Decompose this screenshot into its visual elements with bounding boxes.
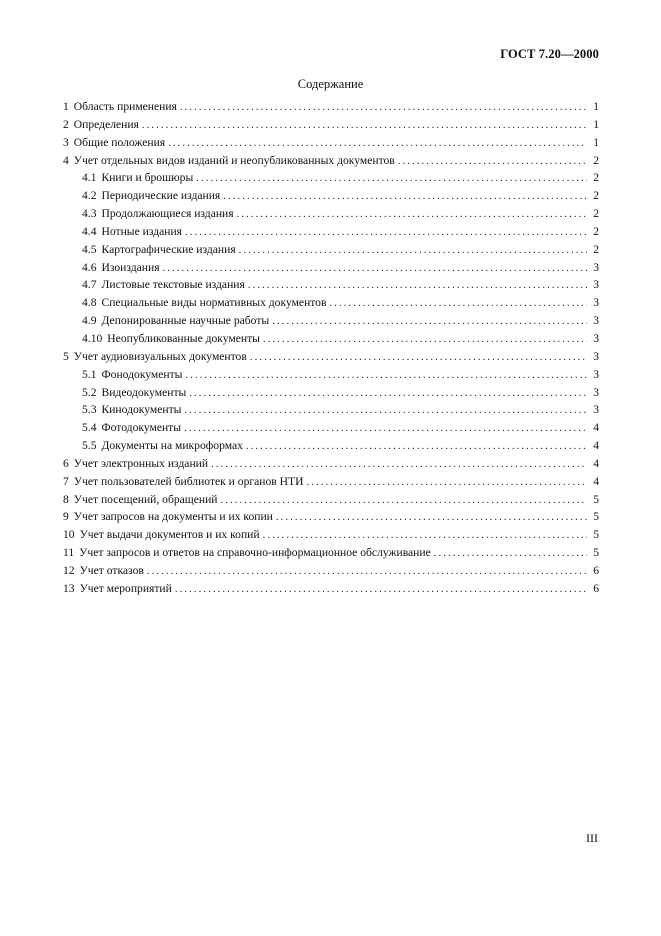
toc-dot-leader [184,405,587,416]
toc-entry [63,261,599,279]
toc-dot-leader [175,584,587,595]
toc-entry-page: 4 [593,439,599,453]
toc-dot-leader [246,441,587,452]
toc-dot-leader [248,280,587,291]
toc-dot-leader [237,209,587,220]
toc-dot-leader [163,263,587,274]
document-code: ГОСТ 7.20—2000 [500,47,599,61]
toc-entry [63,386,599,404]
toc-entry-label: Фонодокументы [101,367,183,381]
toc-entry-label: Фотодокументы [101,421,182,435]
toc-entry-label: Учет запросов на документы и их копии [73,510,273,524]
toc-entry-number: 5.1 [82,367,97,381]
toc-entry [63,136,599,154]
toc-entry-page: 1 [593,100,599,113]
toc-entry-page: 6 [593,581,599,595]
toc-entry [63,171,599,189]
toc-entry-page: 6 [593,563,599,577]
toc-entry [63,189,599,207]
toc-entry [63,118,599,136]
toc-entry-label: Общие положения [73,135,166,149]
toc-entry-number: 12 [63,563,75,577]
toc-dot-leader [223,191,587,202]
toc-entry-number: 10 [63,528,75,542]
toc-entry-page: 4 [593,421,599,435]
toc-dot-leader [196,173,587,184]
toc-entry-label: Документы на микроформах [101,439,243,453]
toc-dot-leader [185,370,587,381]
toc-entry [63,314,599,332]
toc-dot-leader [189,388,587,399]
toc-entry [63,350,599,368]
toc-entry-label: Депонированные научные работы [101,314,270,328]
toc-entry-number: 7 [63,474,69,488]
toc-entry [63,207,599,225]
toc-entry-number: 4.4 [82,224,97,238]
toc-entry [63,546,599,564]
toc-entry-label: Учет отдельных видов изданий и неопубликованных документов [73,153,395,167]
toc-entry-page: 2 [593,189,599,203]
page-number: III [586,831,598,845]
toc-dot-leader [180,102,587,113]
toc-entry-label: Учет посещений, обращений [73,492,218,506]
toc-entry-page: 4 [593,474,599,488]
toc-entry [63,332,599,350]
toc-entry-page: 5 [593,546,599,560]
toc-entry-number: 13 [63,581,75,595]
toc-entry-number: 5.5 [82,439,97,453]
toc-title: Содержание [297,77,364,91]
toc-dot-leader [263,530,587,541]
toc-entry [63,475,599,493]
toc-entry-page: 5 [593,528,599,542]
toc-entry-number: 4.5 [82,242,97,256]
toc-dot-leader [147,566,587,577]
toc-entry [63,493,599,511]
toc-dot-leader [272,316,587,327]
toc-entry-page: 3 [593,367,599,381]
toc-entry-number: 4.1 [82,171,97,185]
toc-entry-label: Неопубликованные документы [107,331,260,345]
toc-entry-number: 4.9 [82,314,97,328]
toc-dot-leader [398,156,587,167]
toc-entry-label: Учет пользователей библиотек и органов НТИ [73,474,304,488]
toc-entry-label: Учет отказов [79,563,144,577]
toc-dot-leader [250,352,587,363]
toc-entry-page: 5 [593,510,599,524]
toc-entry-page: 1 [593,135,599,149]
toc-entry-label: Продолжающиеся издания [101,207,234,221]
toc-entry-number: 3 [63,135,69,149]
toc-entry [63,528,599,546]
toc-entry-label: Учет электронных изданий [73,456,209,470]
toc-entry-number: 5.4 [82,421,97,435]
toc-entry-label: Специальные виды нормативных документов [101,296,327,310]
table-of-contents [63,100,599,600]
toc-entry-label: Нотные издания [101,224,182,238]
toc-entry-number: 4.10 [82,331,103,345]
toc-entry-number: 1 [63,100,69,113]
toc-entry-page: 3 [593,385,599,399]
toc-entry-number: 4.6 [82,260,97,274]
toc-entry-number: 4.3 [82,207,97,221]
toc-dot-leader [142,120,587,131]
toc-entry [63,368,599,386]
toc-entry-label: Видеодокументы [101,385,187,399]
toc-entry [63,457,599,475]
toc-entry [63,510,599,528]
toc-entry-page: 3 [593,296,599,310]
toc-entry [63,296,599,314]
toc-entry-label: Периодические издания [101,189,221,203]
toc-entry-number: 4.8 [82,296,97,310]
toc-entry-number: 4.7 [82,278,97,292]
toc-entry-number: 4.2 [82,189,97,203]
toc-entry-label: Учет выдачи документов и их копий [79,528,260,542]
toc-dot-leader [239,245,587,256]
toc-entry-number: 11 [63,546,75,560]
toc-entry-label: Изоиздания [101,260,160,274]
toc-dot-leader [184,423,587,434]
toc-entry-page: 2 [593,242,599,256]
toc-entry-number: 5.3 [82,403,97,417]
toc-entry-page: 3 [593,403,599,417]
toc-entry-page: 3 [593,260,599,274]
toc-dot-leader [276,512,587,523]
toc-entry [63,225,599,243]
toc-dot-leader [434,548,587,559]
toc-dot-leader [306,477,587,488]
toc-entry-number: 8 [63,492,69,506]
toc-entry-page: 3 [593,349,599,363]
toc-entry-label: Определения [73,117,139,131]
toc-dot-leader [263,334,587,345]
toc-entry-page: 4 [593,456,599,470]
toc-entry-page: 5 [593,492,599,506]
toc-entry [63,278,599,296]
toc-entry-number: 5.2 [82,385,97,399]
toc-entry-page: 3 [593,278,599,292]
toc-entry-page: 2 [593,207,599,221]
toc-entry-label: Учет запросов и ответов на справочно-информационное обслуживание [79,546,431,560]
toc-entry-page: 2 [593,224,599,238]
toc-entry-label: Учет аудиовизуальных документов [73,349,247,363]
toc-entry [63,564,599,582]
toc-entry-page: 3 [593,314,599,328]
toc-entry-number: 5 [63,349,69,363]
toc-entry-label: Область применения [73,100,177,113]
toc-entry [63,154,599,172]
toc-entry-number: 4 [63,153,69,167]
toc-entry-label: Учет мероприятий [79,581,172,595]
toc-dot-leader [168,138,587,149]
toc-entry [63,100,599,118]
toc-entry-number: 2 [63,117,69,131]
toc-entry-page: 1 [593,117,599,131]
toc-entry-page: 2 [593,153,599,167]
toc-entry-number: 9 [63,510,69,524]
toc-entry [63,421,599,439]
toc-entry-label: Картографические издания [101,242,236,256]
toc-entry [63,439,599,457]
toc-entry-number: 6 [63,456,69,470]
toc-dot-leader [329,298,587,309]
toc-entry-label: Книги и брошюры [101,171,194,185]
toc-entry-label: Кинодокументы [101,403,182,417]
toc-entry [63,243,599,261]
toc-dot-leader [211,459,587,470]
toc-dot-leader [220,495,587,506]
toc-dot-leader [185,227,587,238]
toc-entry-label: Листовые текстовые издания [101,278,245,292]
toc-entry [63,403,599,421]
toc-entry [63,582,599,600]
toc-entry-page: 2 [593,171,599,185]
toc-entry-page: 3 [593,331,599,345]
